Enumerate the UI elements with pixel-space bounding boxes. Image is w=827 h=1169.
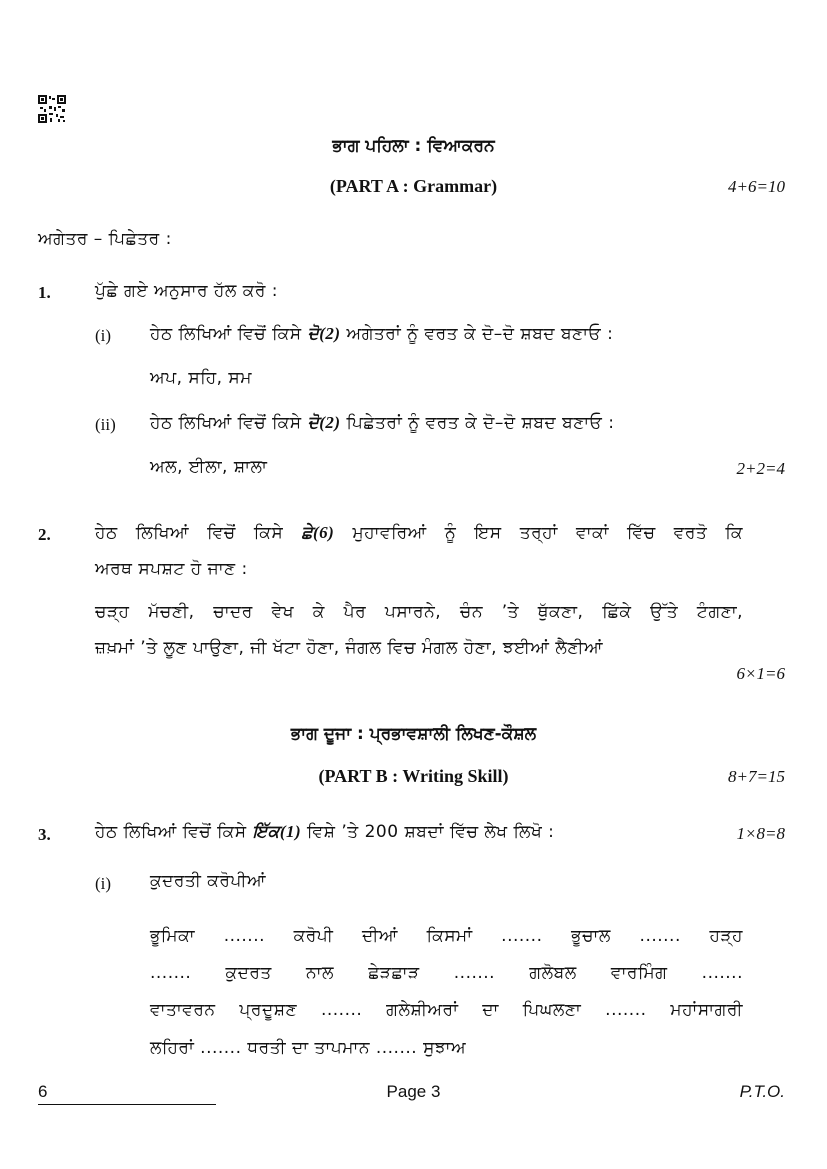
question-1-number: 1. bbox=[38, 283, 51, 302]
q3-marks: 1×8=8 bbox=[736, 824, 785, 843]
footer-page-number: Page 3 bbox=[386, 1082, 441, 1101]
section-a-marks: 4+6=10 bbox=[728, 177, 785, 196]
q3-i-title: ਕੁਦਰਤੀ ਕਰੋਪੀਆਂ bbox=[150, 871, 267, 891]
footer-left: 6 bbox=[38, 1082, 48, 1101]
q1-ii-text: ਹੇਠ ਲਿਖਿਆਂ ਵਿਚੋਂ ਕਿਸੇ ਦੋ(2) ਪਿਛੇਤਰਾਂ ਨੂੰ ਵਰਤ ਕੇ ਦੋ–ਦੋ ਸ਼ਬਦ ਬਣਾਓ : bbox=[150, 413, 615, 433]
footer-pto: P.T.O. bbox=[739, 1082, 785, 1101]
q3-i-outline-line-4: ਲਹਿਰਾਂ ....... ਧਰਤੀ ਦਾ ਤਾਪਮਾਨ ....... ਸੁਝਾਅ bbox=[150, 1038, 467, 1058]
question-2-line-1: ਹੇਠ ਲਿਖਿਆਂ ਵਿਚੋਂ ਕਿਸੇ ਛੇ(6) ਮੁਹਾਵਰਿਆਂ ਨੂੰ ਇਸ ਤਰ੍ਹਾਂ ਵਾਕਾਂ ਵਿੱਚ ਵਰਤੋ ਕਿ bbox=[95, 523, 743, 543]
question-2-number: 2. bbox=[38, 525, 51, 544]
q1-i-items: ਅਪ, ਸਹਿ, ਸਮ bbox=[150, 368, 252, 388]
subheading-prefix-suffix: ਅਗੇਤਰ – ਪਿਛੇਤਰ : bbox=[38, 229, 172, 249]
q1-i-text: ਹੇਠ ਲਿਖਿਆਂ ਵਿਚੋਂ ਕਿਸੇ ਦੋ(2) ਅਗੇਤਰਾਂ ਨੂੰ ਵਰਤ ਕੇ ਦੋ–ਦੋ ਸ਼ਬਦ ਬਣਾਓ : bbox=[150, 324, 614, 344]
q3-i-outline-line-1: ਭੂਮਿਕਾ ....... ਕਰੋਪੀ ਦੀਆਂ ਕਿਸਮਾਂ ....... ਭੂਚਾਲ ....... ਹੜ੍ਹ bbox=[150, 926, 743, 946]
section-b-part: (PART B : Writing Skill) bbox=[318, 766, 509, 786]
section-a-title: ਭਾਗ ਪਹਿਲਾ : ਵਿਆਕਰਨ bbox=[332, 136, 495, 156]
q3-i-label: (i) bbox=[95, 874, 112, 893]
question-1-text: ਪੁੱਛੇ ਗਏ ਅਨੁਸਾਰ ਹੱਲ ਕਰੋ : bbox=[95, 281, 279, 301]
q3-i-outline-line-3: ਵਾਤਾਵਰਨ ਪ੍ਰਦੂਸ਼ਣ ....... ਗਲੇਸ਼ੀਅਰਾਂ ਦਾ ਪਿਘਲਣਾ ....... ਮਹਾਂਸਾਗਰੀ bbox=[150, 1000, 743, 1020]
section-b-marks: 8+7=15 bbox=[728, 767, 785, 786]
q2-marks: 6×1=6 bbox=[736, 664, 785, 683]
q1-i-label: (i) bbox=[95, 326, 112, 345]
qr-code-icon bbox=[38, 95, 66, 123]
section-b-title: ਭਾਗ ਦੂਜਾ : ਪ੍ਰਭਾਵਸ਼ਾਲੀ ਲਿਖਣ-ਕੌਸ਼ਲ bbox=[290, 724, 537, 744]
question-2-line-2: ਅਰਥ ਸਪਸ਼ਟ ਹੋ ਜਾਣ : bbox=[95, 559, 248, 579]
q2-emph: ਛੇ bbox=[301, 523, 314, 543]
footer-divider bbox=[38, 1104, 216, 1105]
q1-marks: 2+2=4 bbox=[736, 459, 785, 478]
section-a-part: (PART A : Grammar) bbox=[329, 176, 498, 196]
q2-idioms-line-1: ਚੜ੍ਹ ਮੱਚਣੀ, ਚਾਦਰ ਵੇਖ ਕੇ ਪੈਰ ਪਸਾਰਨੇ, ਚੰਨ ’ਤੇ ਥੁੱਕਣਾ, ਛਿੱਕੇ ਉੱਤੇ ਟੰਗਣਾ, bbox=[95, 602, 743, 622]
q3-i-outline-line-2: ....... ਕੁਦਰਤ ਨਾਲ ਛੇੜਛਾੜ ....... ਗਲੋਬਲ ਵਾਰਮਿੰਗ ....... bbox=[150, 963, 743, 983]
q1-i-emph: ਦੋ bbox=[307, 324, 320, 344]
q1-ii-items: ਅਲ, ਈਲਾ, ਸ਼ਾਲਾ bbox=[150, 457, 268, 477]
question-3-text: ਹੇਠ ਲਿਖਿਆਂ ਵਿਚੋਂ ਕਿਸੇ ਇੱਕ(1) ਵਿਸ਼ੇ ’ਤੇ 200 ਸ਼ਬਦਾਂ ਵਿੱਚ ਲੇਖ ਲਿਖੋ : bbox=[95, 822, 555, 842]
q1-ii-label: (ii) bbox=[95, 415, 116, 434]
q1-ii-emph: ਦੋ bbox=[307, 413, 320, 433]
question-3-number: 3. bbox=[38, 825, 51, 844]
q2-idioms-line-2: ਜ਼ਖ਼ਮਾਂ ’ਤੇ ਲੂਣ ਪਾਉਣਾ, ਜੀ ਖੱਟਾ ਹੋਣਾ, ਜੰਗਲ ਵਿਚ ਮੰਗਲ ਹੋਣਾ, ਝਈਆਂ ਲੈਣੀਆਂ bbox=[95, 638, 604, 658]
q3-emph: ਇੱਕ bbox=[252, 822, 280, 842]
